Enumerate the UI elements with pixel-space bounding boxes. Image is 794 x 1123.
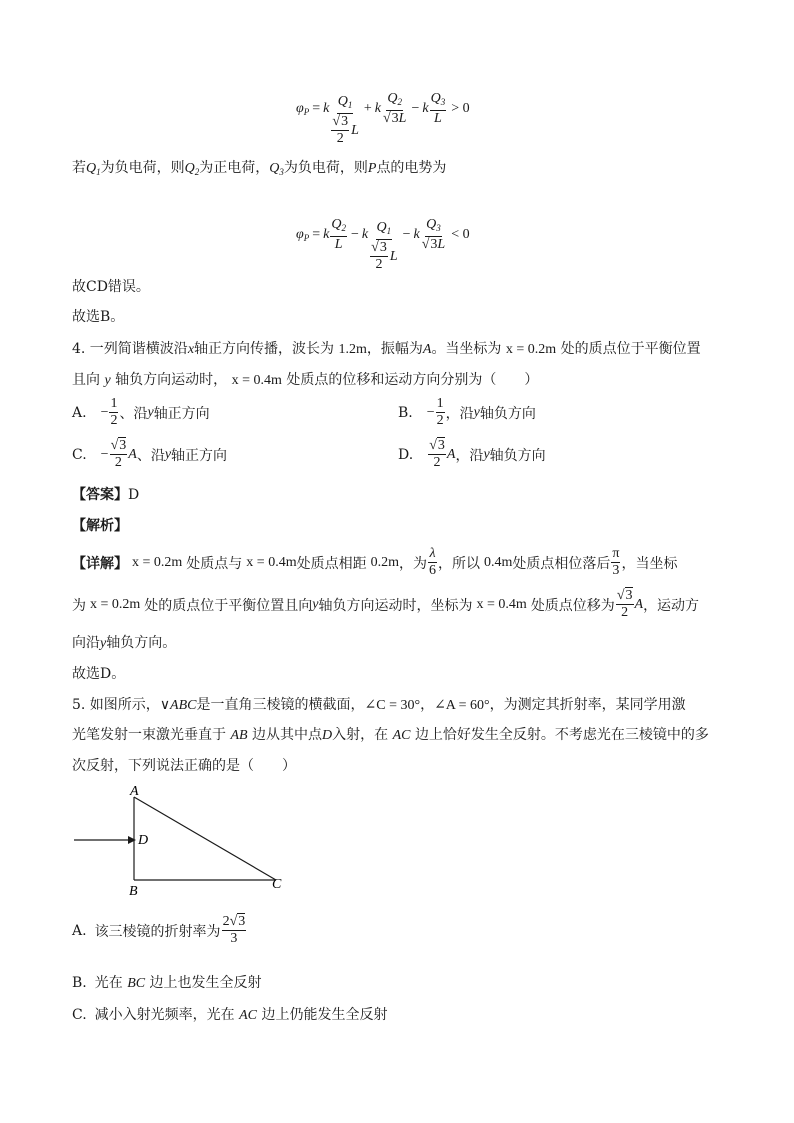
answer-line: 【答案】D	[72, 487, 140, 503]
q5-line2: 光笔发射一束激光垂直于 AB 边从其中点D入射，在 AC 边上恰好发生全反射。不考虑光在三棱镜中的多	[72, 727, 709, 743]
fraction-q1: $Q_1$ $\frac{√3}{2}$ L	[332, 94, 359, 146]
text-if-q1-negative: 若$Q_1$为负电荷，则$Q_2$为正电荷，$Q_3$为负电荷，则P点的电势为	[72, 160, 447, 177]
fraction-q3: $\frac{Q_3}{L}$	[430, 90, 446, 126]
analysis-label: 【解析】	[72, 518, 128, 534]
prism-diagram	[70, 785, 300, 900]
formula-potential-positive: $\varphi_P$ = k $Q_1$ $\frac{√3}{2}$ L + k $\frac{Q_2}{√3L}$ − k $\frac{Q_3}{L}$ > 0	[296, 90, 470, 146]
q5-option-c[interactable]: C. 减小入射光频率，光在 AC 边上仍能发生全反射	[72, 1007, 388, 1023]
vertex-label-b: B	[129, 884, 138, 899]
vertex-label-a: A	[130, 785, 139, 799]
text-choose-b: 故选B。	[72, 309, 125, 325]
q4-option-d[interactable]: D. $\frac{√3}{2}$ A ，沿 y 轴负方向	[398, 438, 546, 470]
q4-option-a[interactable]: A. − $\frac{1}{2}$ 、沿 y 轴正方向	[72, 396, 210, 428]
q5-line1: 5. 如图所示，∨ABC是一直角三棱镜的横截面，∠C = 30°，∠A = 60°，为测定其折射率，某同学用激	[72, 697, 686, 713]
prism-edge-ac	[134, 797, 276, 880]
point-label-d: D	[138, 833, 149, 848]
laser-arrow-head	[128, 836, 136, 844]
text-cd-wrong: 故CD错误。	[72, 279, 150, 295]
detail-line3: 向沿y轴负方向。	[72, 635, 177, 651]
q4-option-b[interactable]: B. − $\frac{1}{2}$ ，沿 y 轴负方向	[398, 396, 536, 428]
detail-line2: 为 x = 0.2m 处的质点位于平衡位置且向 y 轴负方向运动时，坐标为 x = 0.4m 处质点位移为 $\frac{√3}{2}$ A ，运动方	[72, 588, 700, 620]
q5-option-b[interactable]: B. 光在 BC 边上也发生全反射	[72, 975, 262, 991]
q4-line1: 4. 一列简谐横波沿x轴正方向传播，波长为 1.2m，振幅为A。当坐标为 x = 0.2m 处的质点位于平衡位置	[72, 341, 701, 357]
phi-symbol: $\varphi_P$	[296, 100, 310, 117]
detail-line1: 【详解】 x = 0.2m 处质点与 x = 0.4m 处质点相距 0.2m ，为 $\frac{\lambda}{6}$ ，所以 0.4m 处质点相位落后 $\frac{\pi}{3}$ ，当坐标	[72, 546, 678, 578]
q5-option-a[interactable]: A. 该三棱镜的折射率为 $\frac{2√3}{3}$	[72, 914, 246, 946]
q4-line2: 且向 y 轴负方向运动时， x = 0.4m 处质点的位移和运动方向分别为（ ）	[72, 372, 539, 388]
formula-potential-negative: $\varphi_P$ = k $\frac{Q_2}{L}$ − k $Q_1$ $\frac{√3}{2}$ L − k $\frac{Q_3}{√3L}$ < 0	[296, 216, 470, 272]
q5-line3: 次反射，下列说法正确的是（ ）	[72, 758, 296, 774]
text-choose-d: 故选D。	[72, 666, 126, 682]
vertex-label-c: C	[272, 877, 282, 892]
fraction-q2: $\frac{Q_2}{√3L}$	[382, 90, 407, 126]
q4-option-c[interactable]: C. − $\frac{√3}{2}$ A 、沿 y 轴正方向	[72, 438, 228, 470]
